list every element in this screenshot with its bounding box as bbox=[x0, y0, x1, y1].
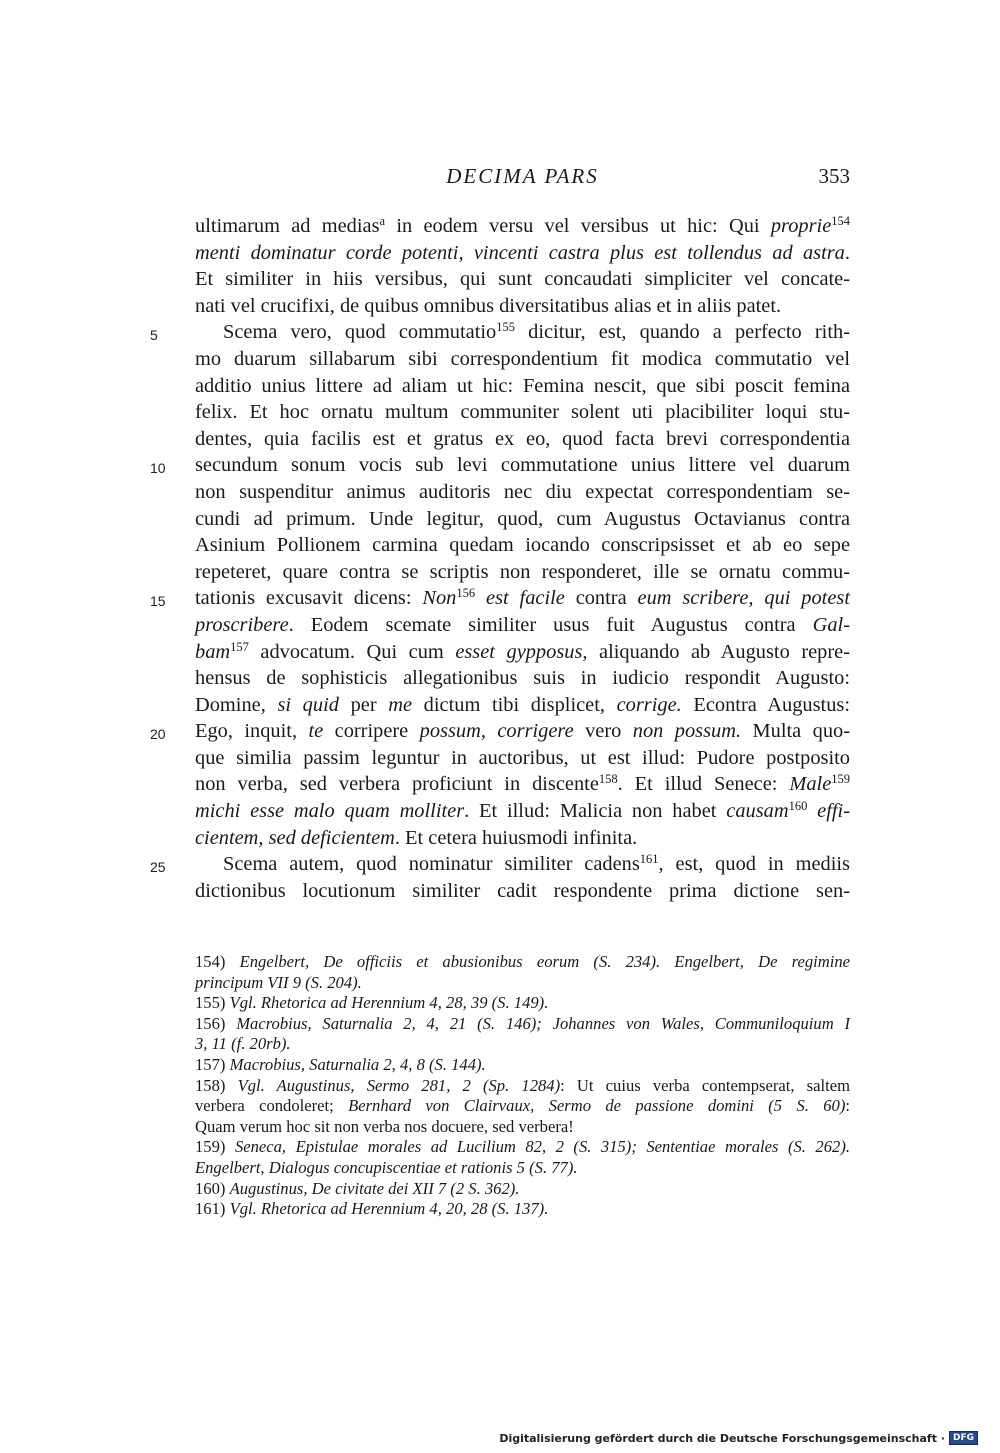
text-segment: causam bbox=[726, 800, 789, 823]
text-line bbox=[195, 665, 850, 692]
footnote-line bbox=[195, 1158, 850, 1179]
line-number: 15 bbox=[150, 593, 166, 610]
footnote-line bbox=[195, 1096, 850, 1117]
text-segment: corripere bbox=[323, 720, 420, 743]
text-segment: non suspenditur animus auditoris nec diu expectat correspondentiam se- bbox=[195, 480, 850, 503]
text-segment: vero bbox=[573, 720, 633, 743]
text-segment: . bbox=[844, 241, 850, 264]
text-segment: dentes, quia facilis est et gratus ex eo, quod facta brevi correspondentia bbox=[195, 427, 850, 450]
text-line bbox=[195, 426, 850, 453]
text-segment: 156) bbox=[195, 1013, 237, 1033]
footnote bbox=[195, 1199, 850, 1220]
text-line bbox=[150, 851, 850, 878]
text-segment bbox=[475, 587, 486, 609]
text-line bbox=[195, 798, 850, 825]
text-line bbox=[195, 373, 850, 400]
text-segment: mo duarum sillabarum sibi correspondentium fit modica commutatio vel bbox=[195, 347, 850, 370]
text-line bbox=[150, 718, 851, 745]
text-segment: . Et illud Senece: bbox=[617, 773, 790, 796]
text-segment: Scema vero, quod commutatio bbox=[223, 321, 497, 344]
text-segment: effi- bbox=[817, 800, 850, 823]
text-segment: Vgl. Rhetorica ad Herennium 4, 28, 39 (S. 149). bbox=[229, 993, 549, 1013]
text-segment: Augustinus, De civitate dei XII 7 (2 S. 362). bbox=[229, 1178, 520, 1198]
text-segment: aliquando ab Augusto repre- bbox=[587, 640, 850, 663]
text-segment: felix. Et hoc ornatu multum communiter solent uti placibiliter loqui stu- bbox=[195, 401, 850, 424]
text-segment: Multa quo- bbox=[741, 720, 851, 743]
footnote-ref: 161 bbox=[639, 852, 659, 867]
footnote-ref: 156 bbox=[456, 586, 476, 601]
text-segment: eum scribere, qui potest bbox=[637, 587, 850, 610]
line-number: 10 bbox=[150, 460, 166, 477]
footnote-line bbox=[195, 973, 850, 994]
text-segment: ultimarum ad medias bbox=[195, 215, 380, 237]
text-segment: dicitur, est, quando a perfecto rith- bbox=[515, 321, 850, 344]
text-segment: Engelbert, De officiis et abusionibus eorum (S. 234). Engelbert, De regimine bbox=[239, 952, 850, 971]
text-segment: contra bbox=[564, 587, 638, 610]
running-title: DECIMA PARS bbox=[446, 164, 599, 188]
text-segment: . Et cetera huiusmodi infinita. bbox=[394, 826, 638, 849]
footnote bbox=[195, 1137, 850, 1178]
text-segment: 3, 11 (f. 20rb). bbox=[195, 1034, 291, 1054]
text-segment: : Ut cuius verba contempserat, saltem bbox=[560, 1075, 851, 1095]
digitization-footer bbox=[499, 1431, 978, 1445]
text-segment: te bbox=[308, 720, 324, 743]
text-segment: secundum sonum vocis sub levi commutatione unius littere vel duarum bbox=[195, 454, 850, 477]
page-header bbox=[195, 164, 850, 194]
text-line bbox=[195, 745, 850, 772]
text-line bbox=[195, 878, 850, 905]
text-line bbox=[195, 825, 850, 852]
text-line bbox=[195, 266, 850, 293]
text-line bbox=[195, 213, 850, 240]
footnote-line bbox=[195, 952, 850, 973]
footnote-ref: 155 bbox=[496, 320, 515, 335]
text-segment: Quam verum hoc sit non verba nos docuere, sed verbera! bbox=[195, 1116, 574, 1136]
text-segment: Macrobius, Saturnalia 2, 4, 21 (S. 146); Johannes von Wales, Communiloquium I bbox=[236, 1013, 850, 1033]
text-segment: Et similiter in hiis versibus, qui sunt concaudati simpliciter vel concate- bbox=[195, 268, 850, 291]
text-line bbox=[195, 506, 850, 533]
text-segment: Bernhard von Clairvaux, Sermo de passione domini (5 S. 60) bbox=[348, 1096, 846, 1116]
text-segment: 160) bbox=[195, 1178, 230, 1198]
footer-text: Digitalisierung gefördert durch die Deutsche Forschungsgemeinschaft · bbox=[499, 1431, 945, 1445]
text-segment: Vgl. Rhetorica ad Herennium 4, 20, 28 (S. 137). bbox=[229, 1199, 549, 1219]
text-line bbox=[195, 240, 850, 267]
text-line bbox=[195, 771, 850, 798]
text-segment: . Eodem scemate similiter usus fuit Augustus contra bbox=[288, 613, 813, 636]
text-segment: 157) bbox=[195, 1054, 230, 1074]
text-segment: per bbox=[338, 693, 389, 716]
line-number: 5 bbox=[150, 327, 158, 344]
text-segment: bam bbox=[195, 640, 231, 663]
text-line bbox=[195, 479, 850, 506]
text-segment: 158) bbox=[195, 1075, 238, 1095]
text-segment: Gal- bbox=[812, 613, 850, 636]
text-line bbox=[195, 532, 850, 559]
text-segment: possum, corrigere bbox=[419, 720, 574, 743]
text-segment: Macrobius, Saturnalia 2, 4, 8 (S. 144). bbox=[229, 1054, 486, 1074]
text-segment: nati vel crucifixi, de quibus omnibus diversitatibus alias et in aliis patet. bbox=[195, 294, 782, 317]
text-line bbox=[195, 293, 850, 320]
text-segment: 155) bbox=[195, 993, 230, 1013]
text-segment: , est, quod in mediis bbox=[658, 853, 850, 876]
text-segment: non possum. bbox=[632, 720, 742, 743]
text-segment: non verba, sed verbera proficiunt in discente bbox=[195, 773, 599, 796]
text-segment: additio unius littere ad aliam ut hic: Femina nescit, que sibi poscit femina bbox=[195, 374, 850, 397]
dfg-logo: DFG bbox=[949, 1431, 978, 1445]
text-segment: tationis excusavit dicens: bbox=[195, 587, 423, 610]
footnote-line bbox=[195, 1199, 850, 1220]
text-segment: principum VII 9 (S. 204). bbox=[195, 972, 362, 992]
text-line bbox=[150, 319, 850, 346]
text-segment: cundi ad primum. Unde legitur, quod, cum Augustus Octavianus contra bbox=[195, 507, 850, 530]
text-segment: advocatum. Qui cum bbox=[248, 640, 456, 663]
text-line bbox=[195, 639, 850, 666]
text-segment bbox=[807, 800, 817, 822]
text-segment: in eodem versu vel versibus ut hic: Qui bbox=[385, 215, 771, 237]
text-segment: proscribere bbox=[195, 613, 289, 636]
text-line bbox=[150, 585, 850, 612]
text-segment: que similia passim leguntur in auctoribus, ut est illud: Pudore postposito bbox=[195, 746, 850, 769]
text-segment: Econtra Augustus: bbox=[681, 693, 851, 716]
footnote bbox=[195, 1076, 850, 1138]
text-segment: dictum tibi displicet, bbox=[412, 693, 617, 716]
footnote-ref: 158 bbox=[598, 772, 618, 787]
footnote-line bbox=[195, 1034, 850, 1055]
text-segment: si quid bbox=[277, 693, 339, 716]
text-segment: dictionibus locutionum similiter cadit respondente prima dictione sen- bbox=[195, 879, 850, 902]
text-segment: corrige. bbox=[616, 693, 682, 716]
text-segment: Engelbert, Dialogus concupiscentiae et rationis 5 (S. 77). bbox=[195, 1157, 578, 1177]
footnotes bbox=[195, 952, 850, 1220]
text-segment: repeteret, quare contra se scriptis non responderet, ille se ornatu commu- bbox=[195, 560, 850, 583]
text-segment: menti dominatur corde potenti, vincenti castra plus est tollendus ad astra bbox=[195, 241, 845, 264]
text-segment: : bbox=[845, 1096, 850, 1116]
text-segment: proprie bbox=[770, 215, 832, 237]
text-segment: 161) bbox=[195, 1199, 230, 1219]
text-segment: 159) bbox=[195, 1137, 235, 1157]
text-segment: 154) bbox=[195, 952, 240, 971]
footnote-line bbox=[195, 1055, 850, 1076]
text-segment: . Et illud: Malicia non habet bbox=[464, 800, 727, 823]
footnote-ref: a bbox=[379, 214, 386, 228]
footnote-ref: 160 bbox=[788, 799, 808, 814]
text-segment: cientem, sed deficientem bbox=[195, 826, 395, 849]
text-line bbox=[195, 399, 850, 426]
footnote bbox=[195, 1179, 850, 1200]
text-segment: Male bbox=[789, 773, 832, 796]
footnote bbox=[195, 952, 850, 993]
footnote-line bbox=[195, 1179, 850, 1200]
footnote-line bbox=[195, 1014, 850, 1035]
text-segment: Non bbox=[422, 587, 457, 610]
text-segment: Vgl. Augustinus, Sermo 281, 2 (Sp. 1284) bbox=[237, 1075, 561, 1095]
text-segment: verbera condoleret; bbox=[195, 1096, 349, 1116]
text-segment: esset gypposus, bbox=[455, 640, 588, 663]
text-line bbox=[150, 452, 850, 479]
text-segment: est facile bbox=[486, 587, 565, 610]
footnote bbox=[195, 1055, 850, 1076]
text-segment: Ego, inquit, bbox=[195, 720, 309, 743]
text-segment: Seneca, Epistulae morales ad Lucilium 82, 2 (S. 315); Sententiae morales (S. 262). bbox=[234, 1137, 850, 1157]
page-number: 353 bbox=[818, 164, 850, 188]
text-line bbox=[195, 612, 850, 639]
footnote-line bbox=[195, 993, 850, 1014]
footnote-line bbox=[195, 1076, 850, 1097]
line-number: 25 bbox=[150, 859, 166, 876]
footnote-line bbox=[195, 1137, 850, 1158]
text-line bbox=[195, 692, 850, 719]
footnote bbox=[195, 1014, 850, 1055]
main-text bbox=[150, 213, 851, 904]
footnote-ref: 157 bbox=[230, 639, 249, 654]
footnote bbox=[195, 993, 850, 1014]
line-number: 20 bbox=[150, 726, 166, 743]
text-segment: hensus de sophisticis allegationibus suis in iudicio respondit Augusto: bbox=[195, 667, 850, 690]
text-segment: Domine, bbox=[195, 693, 278, 716]
text-segment: michi esse malo quam molliter bbox=[195, 800, 465, 823]
footnote-ref: 159 bbox=[831, 772, 850, 787]
footnote-line bbox=[195, 1117, 850, 1138]
text-line bbox=[195, 346, 850, 373]
text-segment: me bbox=[388, 693, 413, 716]
text-segment: Scema autem, quod nominatur similiter cadens bbox=[223, 853, 640, 876]
text-segment: Asinium Pollionem carmina quedam iocando conscripsisset et ab eo sepe bbox=[195, 534, 850, 557]
text-line bbox=[195, 559, 850, 586]
footnote-ref: 154 bbox=[831, 214, 851, 228]
